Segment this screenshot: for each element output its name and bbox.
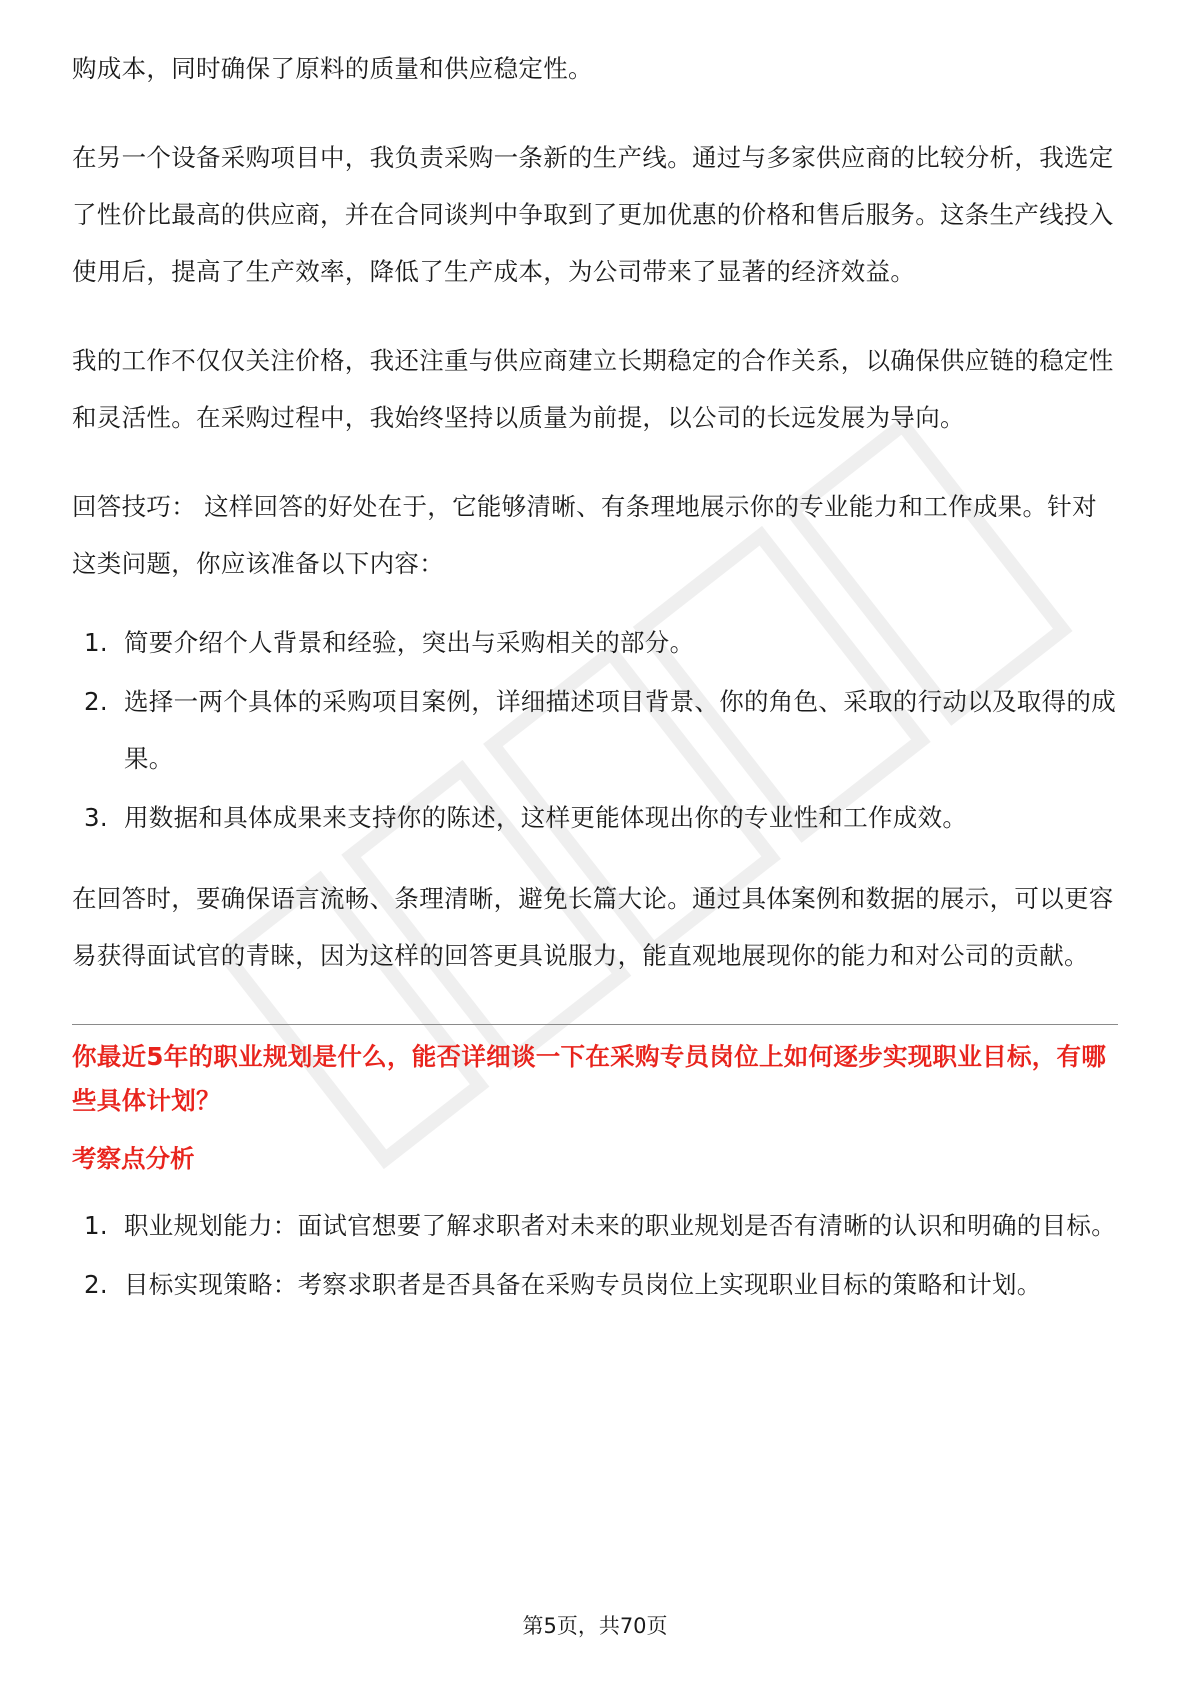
list-item <box>72 789 1118 846</box>
interview-question: 你最近5年的职业规划是什么，能否详细谈一下在采购专员岗位上如何逐步实现职业目标，有哪些具体计划？ <box>72 1042 1107 1115</box>
paragraph-closing: 在回答时，要确保语言流畅、条理清晰，避免长篇大论。通过具体案例和数据的展示，可以更容易获得面试官的青睐，因为这样的回答更具说服力，能直观地展现你的能力和对公司的贡献。 <box>72 884 1114 970</box>
list-text: 目标实现策略：考察求职者是否具备在采购专员岗位上实现职业目标的策略和计划。 <box>124 1270 1042 1299</box>
paragraph-equipment-project: 在另一个设备采购项目中，我负责采购一条新的生产线。通过与多家供应商的比较分析，我选定了性价比最高的供应商，并在合同谈判中争取到了更加优惠的价格和售后服务。这条生产线投入使用后，提高了生产效率，降低了生产成本，为公司带来了显著的经济效益。 <box>72 143 1114 286</box>
paragraph-supplier-relations: 我的工作不仅仅关注价格，我还注重与供应商建立长期稳定的合作关系，以确保供应链的稳定性和灵活性。在采购过程中，我始终坚持以质量为前提，以公司的长远发展为导向。 <box>72 346 1114 432</box>
list-number: 1. <box>84 628 108 657</box>
page-footer: 第5页，共70页 <box>522 1614 668 1638</box>
list-item <box>72 614 1118 671</box>
list-number: 1. <box>84 1211 108 1240</box>
list-text: 选择一两个具体的采购项目案例，详细描述项目背景、你的角色、采取的行动以及取得的成果。 <box>124 687 1116 773</box>
analysis-list <box>72 1197 1118 1313</box>
list-item <box>72 1256 1118 1313</box>
tips-list <box>72 614 1118 846</box>
list-item <box>72 1197 1118 1254</box>
document-page <box>72 40 1118 1315</box>
list-text: 简要介绍个人背景和经验，突出与采购相关的部分。 <box>124 628 695 657</box>
analysis-heading: 考察点分析 <box>72 1144 195 1173</box>
list-text: 职业规划能力：面试官想要了解求职者对未来的职业规划是否有清晰的认识和明确的目标。 <box>124 1211 1116 1240</box>
list-item <box>72 673 1118 787</box>
paragraph-answer-tips: 回答技巧： 这样回答的好处在于，它能够清晰、有条理地展示你的专业能力和工作成果。针对这类问题，你应该准备以下内容： <box>72 492 1097 578</box>
section-divider <box>72 1024 1118 1025</box>
list-number: 3. <box>84 803 108 832</box>
list-text: 用数据和具体成果来支持你的陈述，这样更能体现出你的专业性和工作成效。 <box>124 803 968 832</box>
list-number: 2. <box>84 687 108 716</box>
list-number: 2. <box>84 1270 108 1299</box>
paragraph-intro-continuation: 购成本，同时确保了原料的质量和供应稳定性。 <box>72 54 593 83</box>
